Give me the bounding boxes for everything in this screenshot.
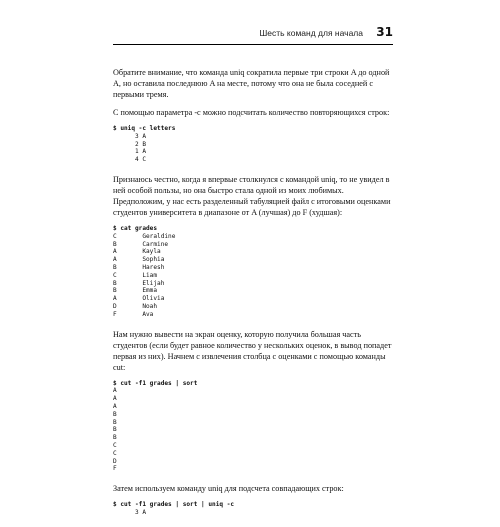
page-body <box>113 67 393 527</box>
paragraph-3: Признаюсь честно, когда я впервые столкнулся с командой uniq, то не увидел в ней особой пользы, но она быстро стала одной из моих любимых. Предположим, у нас есть разделенный табуляцией файл с итоговыми оценками студентов университета в диапазоне от A (лучшая) до F (худшая): <box>113 174 391 217</box>
code-block-cut-sort <box>113 380 393 474</box>
code-output: 3 A 2 B 1 A 4 C <box>135 132 147 164</box>
paragraph-2: С помощью параметра -c можно подсчитать количество повторяющихся строк: <box>113 108 390 117</box>
running-header <box>113 25 393 45</box>
chapter-title: Шесть команд для начала <box>259 28 363 38</box>
page-number: 31 <box>376 25 393 39</box>
code-block-uniq <box>113 125 393 164</box>
code-block-cat-grades <box>113 225 393 319</box>
code-output: 3 A <box>113 508 147 516</box>
code-command: $ cut -f1 grades | sort | uniq -c <box>113 501 235 509</box>
header-rule <box>113 44 393 45</box>
code-output: C Geraldine B Carmine A Kayla A Sophia B Haresh C Liam B Elijah B Emma A Olivia D Noah F Ava <box>113 232 176 318</box>
code-command: $ uniq -c letters <box>113 125 176 132</box>
code-command: $ cat grades <box>113 224 158 232</box>
code-command: $ cut -f1 grades | sort <box>113 379 198 387</box>
paragraph-1: Обратите внимание, что команда uniq сократила первые три строки A до одной A, но оставила последнюю A на месте, потому что она не была соседней с первыми тремя. <box>113 68 390 99</box>
paragraph-4: Нам нужно вывести на экран оценку, которую получила большая часть студентов (если будет равное количество у нескольких оценок, в вывод попадет первая из них). Начнем с извлечения столбца с оценками с помощью команды cut: <box>113 329 392 372</box>
paragraph-5: Затем используем команду uniq для подсчета совпадающих строк: <box>113 484 344 494</box>
code-block-cut-sort-uniq <box>113 501 393 517</box>
code-output: A A A B B B B C C D F <box>113 387 117 473</box>
